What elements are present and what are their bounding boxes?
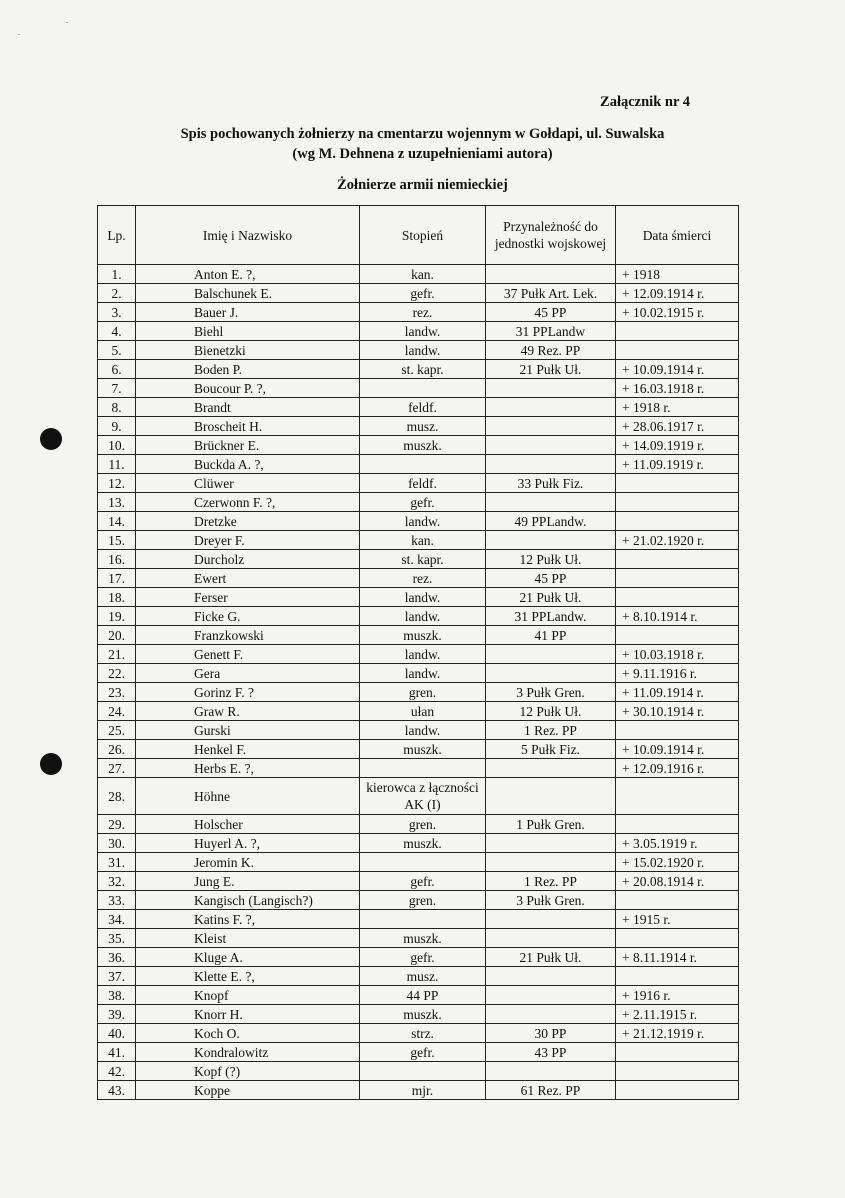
cell-rank: rez.	[360, 303, 486, 322]
cell-death-date: + 21.12.1919 r.	[616, 1024, 739, 1043]
cell-name: Graw R.	[136, 702, 360, 721]
cell-name: Balschunek E.	[136, 284, 360, 303]
cell-number: 26.	[98, 740, 136, 759]
cell-rank	[360, 759, 486, 778]
table-row	[98, 493, 739, 512]
cell-number: 39.	[98, 1005, 136, 1024]
cell-name: Knorr H.	[136, 1005, 360, 1024]
cell-unit	[486, 398, 616, 417]
cell-number: 38.	[98, 986, 136, 1005]
cell-unit: 33 Pułk Fiz.	[486, 474, 616, 493]
cell-name: Boden P.	[136, 360, 360, 379]
cell-death-date	[616, 1043, 739, 1062]
table-row	[98, 948, 739, 967]
cell-rank: st. kapr.	[360, 360, 486, 379]
cell-death-date: + 14.09.1919 r.	[616, 436, 739, 455]
cell-death-date	[616, 588, 739, 607]
table-row	[98, 398, 739, 417]
cell-rank: muszk.	[360, 834, 486, 853]
cell-name: Katins F. ?,	[136, 910, 360, 929]
cell-death-date: + 11.09.1919 r.	[616, 455, 739, 474]
table-row	[98, 1005, 739, 1024]
cell-death-date: + 12.09.1916 r.	[616, 759, 739, 778]
cell-name: Genett F.	[136, 645, 360, 664]
cell-number: 10.	[98, 436, 136, 455]
cell-rank: landw.	[360, 341, 486, 360]
header-rank: Stopień	[360, 206, 486, 265]
table-row	[98, 265, 739, 284]
header-death-date: Data śmierci	[616, 206, 739, 265]
cell-unit: 21 Pułk Uł.	[486, 948, 616, 967]
cell-unit	[486, 531, 616, 550]
cell-death-date: + 1915 r.	[616, 910, 739, 929]
table-row	[98, 341, 739, 360]
section-subtitle: Żołnierze armii niemieckiej	[337, 177, 508, 193]
table-row	[98, 322, 739, 341]
cell-number: 31.	[98, 853, 136, 872]
cell-death-date: + 8.11.1914 r.	[616, 948, 739, 967]
table-row	[98, 284, 739, 303]
cell-unit: 45 PP	[486, 569, 616, 588]
cell-unit: 12 Pułk Uł.	[486, 702, 616, 721]
table-row	[98, 645, 739, 664]
cell-death-date: + 12.09.1914 r.	[616, 284, 739, 303]
cell-rank: rez.	[360, 569, 486, 588]
cell-rank: landw.	[360, 322, 486, 341]
scan-speck: .	[18, 28, 20, 37]
cell-name: Klette E. ?,	[136, 967, 360, 986]
cell-death-date: + 15.02.1920 r.	[616, 853, 739, 872]
cell-death-date: + 10.09.1914 r.	[616, 740, 739, 759]
cell-rank: kan.	[360, 531, 486, 550]
cell-number: 34.	[98, 910, 136, 929]
cell-unit: 21 Pułk Uł.	[486, 360, 616, 379]
cell-rank: feldf.	[360, 474, 486, 493]
cell-rank	[360, 379, 486, 398]
table-row	[98, 303, 739, 322]
cell-number: 33.	[98, 891, 136, 910]
table-row	[98, 1081, 739, 1100]
cell-death-date: + 10.03.1918 r.	[616, 645, 739, 664]
cell-unit: 3 Pułk Gren.	[486, 891, 616, 910]
cell-unit: 45 PP	[486, 303, 616, 322]
cell-rank: muszk.	[360, 1005, 486, 1024]
cell-rank: gefr.	[360, 1043, 486, 1062]
cell-unit	[486, 834, 616, 853]
table-row	[98, 588, 739, 607]
table-row	[98, 664, 739, 683]
table-row	[98, 1043, 739, 1062]
cell-name: Buckda A. ?,	[136, 455, 360, 474]
cell-number: 18.	[98, 588, 136, 607]
cell-number: 23.	[98, 683, 136, 702]
cell-death-date: + 1918	[616, 265, 739, 284]
cell-unit	[486, 265, 616, 284]
cell-unit: 1 Pułk Gren.	[486, 815, 616, 834]
cell-unit	[486, 379, 616, 398]
cell-unit: 43 PP	[486, 1043, 616, 1062]
table-row	[98, 626, 739, 645]
cell-rank: landw.	[360, 645, 486, 664]
cell-death-date: + 28.06.1917 r.	[616, 417, 739, 436]
cell-number: 15.	[98, 531, 136, 550]
table-row	[98, 929, 739, 948]
cell-rank: landw.	[360, 512, 486, 531]
cell-number: 13.	[98, 493, 136, 512]
cell-rank: muszk.	[360, 740, 486, 759]
cell-number: 24.	[98, 702, 136, 721]
cell-death-date	[616, 550, 739, 569]
cell-number: 28.	[98, 778, 136, 815]
table-row	[98, 986, 739, 1005]
cell-name: Brückner E.	[136, 436, 360, 455]
cell-number: 3.	[98, 303, 136, 322]
cell-unit: 49 Rez. PP	[486, 341, 616, 360]
table-row	[98, 1062, 739, 1081]
cell-number: 1.	[98, 265, 136, 284]
annex-label: Załącznik nr 4	[600, 94, 690, 110]
table-row	[98, 872, 739, 891]
cell-name: Knopf	[136, 986, 360, 1005]
table-row	[98, 1024, 739, 1043]
cell-number: 41.	[98, 1043, 136, 1062]
scan-speck: .	[66, 16, 68, 25]
cell-name: Dreyer F.	[136, 531, 360, 550]
cell-number: 32.	[98, 872, 136, 891]
cell-name: Koppe	[136, 1081, 360, 1100]
cell-unit	[486, 417, 616, 436]
table-row	[98, 455, 739, 474]
table-row	[98, 417, 739, 436]
header-number: Lp.	[98, 206, 136, 265]
cell-unit	[486, 493, 616, 512]
cell-death-date	[616, 626, 739, 645]
cell-rank: feldf.	[360, 398, 486, 417]
table-row	[98, 815, 739, 834]
cell-rank: gefr.	[360, 872, 486, 891]
header-name: Imię i Nazwisko	[136, 206, 360, 265]
cell-unit: 3 Pułk Gren.	[486, 683, 616, 702]
cell-name: Jeromin K.	[136, 853, 360, 872]
cell-death-date	[616, 569, 739, 588]
table-row	[98, 853, 739, 872]
cell-death-date: + 10.02.1915 r.	[616, 303, 739, 322]
cell-death-date: + 10.09.1914 r.	[616, 360, 739, 379]
cell-number: 25.	[98, 721, 136, 740]
cell-name: Kopf (?)	[136, 1062, 360, 1081]
cell-number: 14.	[98, 512, 136, 531]
cell-name: Durcholz	[136, 550, 360, 569]
cell-number: 12.	[98, 474, 136, 493]
cell-rank: muszk.	[360, 929, 486, 948]
cell-rank: kan.	[360, 265, 486, 284]
cell-name: Kluge A.	[136, 948, 360, 967]
cell-number: 4.	[98, 322, 136, 341]
cell-rank	[360, 853, 486, 872]
cell-unit	[486, 1062, 616, 1081]
cell-name: Franzkowski	[136, 626, 360, 645]
cell-death-date: + 9.11.1916 r.	[616, 664, 739, 683]
cell-death-date	[616, 778, 739, 815]
cell-unit: 41 PP	[486, 626, 616, 645]
cell-death-date	[616, 1062, 739, 1081]
cell-death-date: + 30.10.1914 r.	[616, 702, 739, 721]
cell-number: 17.	[98, 569, 136, 588]
document-title: Spis pochowanych żołnierzy na cmentarzu wojennym w Gołdapi, ul. Suwalska	[180, 126, 665, 142]
table-row	[98, 891, 739, 910]
cell-death-date	[616, 512, 739, 531]
table-row	[98, 834, 739, 853]
cell-rank: musz.	[360, 417, 486, 436]
table-row	[98, 569, 739, 588]
cell-unit	[486, 778, 616, 815]
cell-name: Henkel F.	[136, 740, 360, 759]
cell-unit: 5 Pułk Fiz.	[486, 740, 616, 759]
cell-rank: ułan	[360, 702, 486, 721]
table-row	[98, 910, 739, 929]
cell-number: 22.	[98, 664, 136, 683]
cell-name: Dretzke	[136, 512, 360, 531]
cell-name: Kondralowitz	[136, 1043, 360, 1062]
cell-name: Ewert	[136, 569, 360, 588]
cell-unit	[486, 759, 616, 778]
cell-death-date	[616, 322, 739, 341]
cell-name: Broscheit H.	[136, 417, 360, 436]
cell-name: Czerwonn F. ?,	[136, 493, 360, 512]
cell-number: 5.	[98, 341, 136, 360]
table-header-row	[98, 206, 739, 265]
cell-number: 35.	[98, 929, 136, 948]
cell-death-date: + 20.08.1914 r.	[616, 872, 739, 891]
cell-rank: gefr.	[360, 948, 486, 967]
cell-rank: gren.	[360, 891, 486, 910]
table-row	[98, 683, 739, 702]
cell-unit: 30 PP	[486, 1024, 616, 1043]
cell-unit: 61 Rez. PP	[486, 1081, 616, 1100]
cell-number: 7.	[98, 379, 136, 398]
cell-rank: landw.	[360, 588, 486, 607]
cell-unit	[486, 986, 616, 1005]
cell-number: 16.	[98, 550, 136, 569]
cell-rank: strz.	[360, 1024, 486, 1043]
cell-unit: 31 PPLandw	[486, 322, 616, 341]
cell-unit: 1 Rez. PP	[486, 872, 616, 891]
cell-rank: gren.	[360, 683, 486, 702]
cell-rank: landw.	[360, 607, 486, 626]
cell-unit	[486, 967, 616, 986]
table-row	[98, 759, 739, 778]
table-row	[98, 702, 739, 721]
cell-unit	[486, 929, 616, 948]
table-row	[98, 360, 739, 379]
cell-name: Boucour P. ?,	[136, 379, 360, 398]
punch-hole	[40, 428, 62, 450]
cell-name: Gurski	[136, 721, 360, 740]
cell-unit: 21 Pułk Uł.	[486, 588, 616, 607]
table-row	[98, 436, 739, 455]
cell-death-date	[616, 1081, 739, 1100]
cell-number: 27.	[98, 759, 136, 778]
cell-number: 2.	[98, 284, 136, 303]
cell-name: Clüwer	[136, 474, 360, 493]
cell-death-date: + 16.03.1918 r.	[616, 379, 739, 398]
cell-rank: kierowca z łączności AK (I)	[360, 778, 486, 815]
cell-death-date	[616, 341, 739, 360]
cell-rank: landw.	[360, 664, 486, 683]
cell-rank	[360, 455, 486, 474]
cell-name: Biehl	[136, 322, 360, 341]
cell-number: 42.	[98, 1062, 136, 1081]
cell-death-date: + 11.09.1914 r.	[616, 683, 739, 702]
cell-death-date	[616, 493, 739, 512]
cell-name: Bauer J.	[136, 303, 360, 322]
cell-unit	[486, 853, 616, 872]
cell-death-date	[616, 891, 739, 910]
cell-rank: musz.	[360, 967, 486, 986]
cell-unit	[486, 1005, 616, 1024]
cell-death-date: + 21.02.1920 r.	[616, 531, 739, 550]
cell-name: Ficke G.	[136, 607, 360, 626]
cell-death-date	[616, 815, 739, 834]
cell-rank: landw.	[360, 721, 486, 740]
table-row	[98, 607, 739, 626]
table-row	[98, 379, 739, 398]
cell-name: Gorinz F. ?	[136, 683, 360, 702]
cell-name: Holscher	[136, 815, 360, 834]
cell-name: Ferser	[136, 588, 360, 607]
cell-number: 6.	[98, 360, 136, 379]
cell-unit: 1 Rez. PP	[486, 721, 616, 740]
cell-number: 8.	[98, 398, 136, 417]
document-title-source: (wg M. Dehnena z uzupełnieniami autora)	[292, 146, 553, 162]
cell-unit	[486, 455, 616, 474]
cell-death-date	[616, 967, 739, 986]
cell-rank: 44 PP	[360, 986, 486, 1005]
cell-death-date: + 2.11.1915 r.	[616, 1005, 739, 1024]
cell-death-date	[616, 474, 739, 493]
cell-number: 43.	[98, 1081, 136, 1100]
cell-name: Höhne	[136, 778, 360, 815]
cell-name: Jung E.	[136, 872, 360, 891]
table-row	[98, 550, 739, 569]
cell-rank: muszk.	[360, 626, 486, 645]
table-row	[98, 531, 739, 550]
table-row	[98, 474, 739, 493]
cell-name: Brandt	[136, 398, 360, 417]
cell-death-date: + 1916 r.	[616, 986, 739, 1005]
cell-unit	[486, 436, 616, 455]
cell-death-date	[616, 929, 739, 948]
cell-name: Herbs E. ?,	[136, 759, 360, 778]
cell-rank: mjr.	[360, 1081, 486, 1100]
cell-name: Bienetzki	[136, 341, 360, 360]
cell-number: 19.	[98, 607, 136, 626]
cell-unit: 12 Pułk Uł.	[486, 550, 616, 569]
cell-name: Huyerl A. ?,	[136, 834, 360, 853]
cell-rank	[360, 1062, 486, 1081]
cell-name: Anton E. ?,	[136, 265, 360, 284]
cell-name: Kleist	[136, 929, 360, 948]
cell-name: Gera	[136, 664, 360, 683]
table-row	[98, 740, 739, 759]
cell-number: 11.	[98, 455, 136, 474]
table-row	[98, 721, 739, 740]
table-row	[98, 967, 739, 986]
cell-unit	[486, 910, 616, 929]
cell-rank: gefr.	[360, 493, 486, 512]
cell-rank: gren.	[360, 815, 486, 834]
cell-number: 29.	[98, 815, 136, 834]
cell-rank: gefr.	[360, 284, 486, 303]
cell-rank: muszk.	[360, 436, 486, 455]
header-unit: Przynależność do jednostki wojskowej	[486, 206, 616, 265]
cell-unit	[486, 664, 616, 683]
cell-death-date: + 8.10.1914 r.	[616, 607, 739, 626]
cell-name: Kangisch (Langisch?)	[136, 891, 360, 910]
cell-death-date	[616, 721, 739, 740]
cell-rank	[360, 910, 486, 929]
table-body	[98, 265, 739, 1100]
cell-unit	[486, 645, 616, 664]
cell-death-date: + 1918 r.	[616, 398, 739, 417]
cell-number: 20.	[98, 626, 136, 645]
cell-number: 40.	[98, 1024, 136, 1043]
cell-unit: 49 PPLandw.	[486, 512, 616, 531]
table-row	[98, 778, 739, 815]
cell-number: 9.	[98, 417, 136, 436]
cell-number: 30.	[98, 834, 136, 853]
cell-death-date: + 3.05.1919 r.	[616, 834, 739, 853]
cell-rank: st. kapr.	[360, 550, 486, 569]
cell-number: 21.	[98, 645, 136, 664]
cell-number: 36.	[98, 948, 136, 967]
cell-unit: 31 PPLandw.	[486, 607, 616, 626]
cell-name: Koch O.	[136, 1024, 360, 1043]
cell-number: 37.	[98, 967, 136, 986]
cell-unit: 37 Pułk Art. Lek.	[486, 284, 616, 303]
table-row	[98, 512, 739, 531]
soldiers-table	[97, 205, 739, 1100]
punch-hole	[40, 753, 62, 775]
